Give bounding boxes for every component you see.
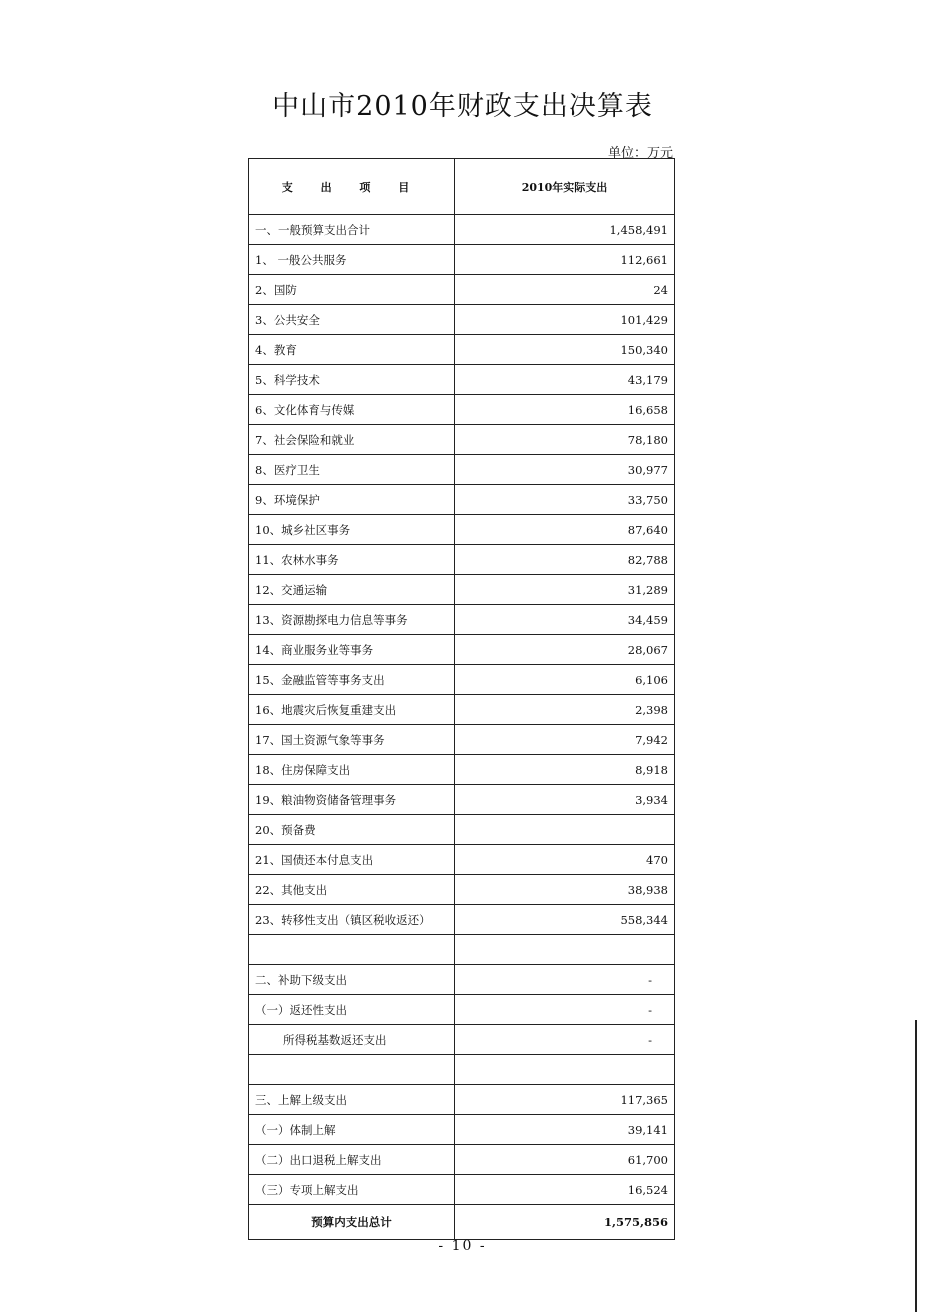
row-label: 3、公共安全 — [249, 305, 455, 335]
table-row — [249, 905, 675, 935]
row-label: （三）专项上解支出 — [249, 1175, 455, 1205]
row-value: 33,750 — [455, 485, 675, 515]
total-value: 1,575,856 — [455, 1205, 675, 1240]
table-row — [249, 995, 675, 1025]
table-row — [249, 365, 675, 395]
row-label: （一）体制上解 — [249, 1115, 455, 1145]
row-label: 三、上解上级支出 — [249, 1085, 455, 1115]
table-row — [249, 965, 675, 995]
row-label: 21、国债还本付息支出 — [249, 845, 455, 875]
row-label: 10、城乡社区事务 — [249, 515, 455, 545]
table-row — [249, 515, 675, 545]
column-header-item: 支 出 项 目 — [249, 159, 455, 215]
row-value: 470 — [455, 845, 675, 875]
row-value: 117,365 — [455, 1085, 675, 1115]
row-label: （二）出口退税上解支出 — [249, 1145, 455, 1175]
page-title: 中山市2010年财政支出决算表 — [272, 91, 653, 122]
table-row-empty — [249, 1055, 675, 1085]
row-label: 19、粮油物资储备管理事务 — [249, 785, 455, 815]
row-label: 4、教育 — [249, 335, 455, 365]
table-row — [249, 305, 675, 335]
table-row — [249, 1085, 675, 1115]
row-label: 一、一般预算支出合计 — [249, 215, 455, 245]
row-value: 7,942 — [455, 725, 675, 755]
row-label: 23、转移性支出（镇区税收返还） — [249, 905, 455, 935]
row-value — [455, 1055, 675, 1085]
table-row — [249, 425, 675, 455]
row-value: 31,289 — [455, 575, 675, 605]
row-label: 16、地震灾后恢复重建支出 — [249, 695, 455, 725]
row-label: 11、农林水事务 — [249, 545, 455, 575]
row-value: 87,640 — [455, 515, 675, 545]
row-value: 82,788 — [455, 545, 675, 575]
unit-label: 单位：万元 — [607, 146, 673, 161]
row-value: - — [455, 1025, 675, 1055]
row-value: 78,180 — [455, 425, 675, 455]
table-row — [249, 455, 675, 485]
row-value: - — [455, 965, 675, 995]
table-row — [249, 755, 675, 785]
row-value: 28,067 — [455, 635, 675, 665]
table-row — [249, 1025, 675, 1055]
row-value: 558,344 — [455, 905, 675, 935]
row-label — [249, 1055, 455, 1085]
row-value: 34,459 — [455, 605, 675, 635]
expenditure-table — [248, 158, 675, 1240]
row-value: 16,524 — [455, 1175, 675, 1205]
row-label: 7、社会保险和就业 — [249, 425, 455, 455]
row-label: 22、其他支出 — [249, 875, 455, 905]
row-value: 39,141 — [455, 1115, 675, 1145]
row-label: 9、环境保护 — [249, 485, 455, 515]
table-row — [249, 275, 675, 305]
row-label: 1、 一般公共服务 — [249, 245, 455, 275]
row-value: 150,340 — [455, 335, 675, 365]
row-value: 16,658 — [455, 395, 675, 425]
row-value: 3,934 — [455, 785, 675, 815]
table-row-empty — [249, 935, 675, 965]
column-header-value: 2010年实际支出 — [455, 159, 675, 215]
row-value: 101,429 — [455, 305, 675, 335]
table-row — [249, 875, 675, 905]
row-label: 5、科学技术 — [249, 365, 455, 395]
row-value: 2,398 — [455, 695, 675, 725]
table-row — [249, 485, 675, 515]
table-row — [249, 725, 675, 755]
table-total-row — [249, 1205, 675, 1240]
table-row — [249, 845, 675, 875]
row-value: 38,938 — [455, 875, 675, 905]
row-label: （一）返还性支出 — [249, 995, 455, 1025]
row-value: - — [455, 995, 675, 1025]
row-label: 12、交通运输 — [249, 575, 455, 605]
table-row — [249, 335, 675, 365]
table-row — [249, 695, 675, 725]
row-value: 8,918 — [455, 755, 675, 785]
row-label: 18、住房保障支出 — [249, 755, 455, 785]
page-number: - 10 - — [438, 1238, 487, 1254]
row-label: 14、商业服务业等事务 — [249, 635, 455, 665]
table-row — [249, 665, 675, 695]
row-label: 17、国土资源气象等事务 — [249, 725, 455, 755]
table-row — [249, 635, 675, 665]
table-row — [249, 785, 675, 815]
row-value: 6,106 — [455, 665, 675, 695]
row-label: 13、资源勘探电力信息等事务 — [249, 605, 455, 635]
table-row — [249, 815, 675, 845]
table-row — [249, 395, 675, 425]
row-label: 6、文化体育与传媒 — [249, 395, 455, 425]
table-row — [249, 1145, 675, 1175]
scan-edge-line — [915, 1020, 917, 1312]
table-row — [249, 245, 675, 275]
row-value — [455, 935, 675, 965]
table-row — [249, 215, 675, 245]
row-label: 20、预备费 — [249, 815, 455, 845]
row-label — [249, 935, 455, 965]
row-value: 61,700 — [455, 1145, 675, 1175]
row-label: 所得税基数返还支出 — [249, 1025, 455, 1055]
total-label: 预算内支出总计 — [249, 1205, 455, 1240]
table-row — [249, 1175, 675, 1205]
row-label: 15、金融监管等事务支出 — [249, 665, 455, 695]
row-label: 2、国防 — [249, 275, 455, 305]
row-value: 1,458,491 — [455, 215, 675, 245]
table-row — [249, 1115, 675, 1145]
row-value: 112,661 — [455, 245, 675, 275]
row-label: 8、医疗卫生 — [249, 455, 455, 485]
table-row — [249, 545, 675, 575]
row-value: 24 — [455, 275, 675, 305]
row-value — [455, 815, 675, 845]
row-value: 30,977 — [455, 455, 675, 485]
row-label: 二、补助下级支出 — [249, 965, 455, 995]
table-row — [249, 605, 675, 635]
table-row — [249, 575, 675, 605]
table-header-row — [249, 159, 675, 215]
row-value: 43,179 — [455, 365, 675, 395]
